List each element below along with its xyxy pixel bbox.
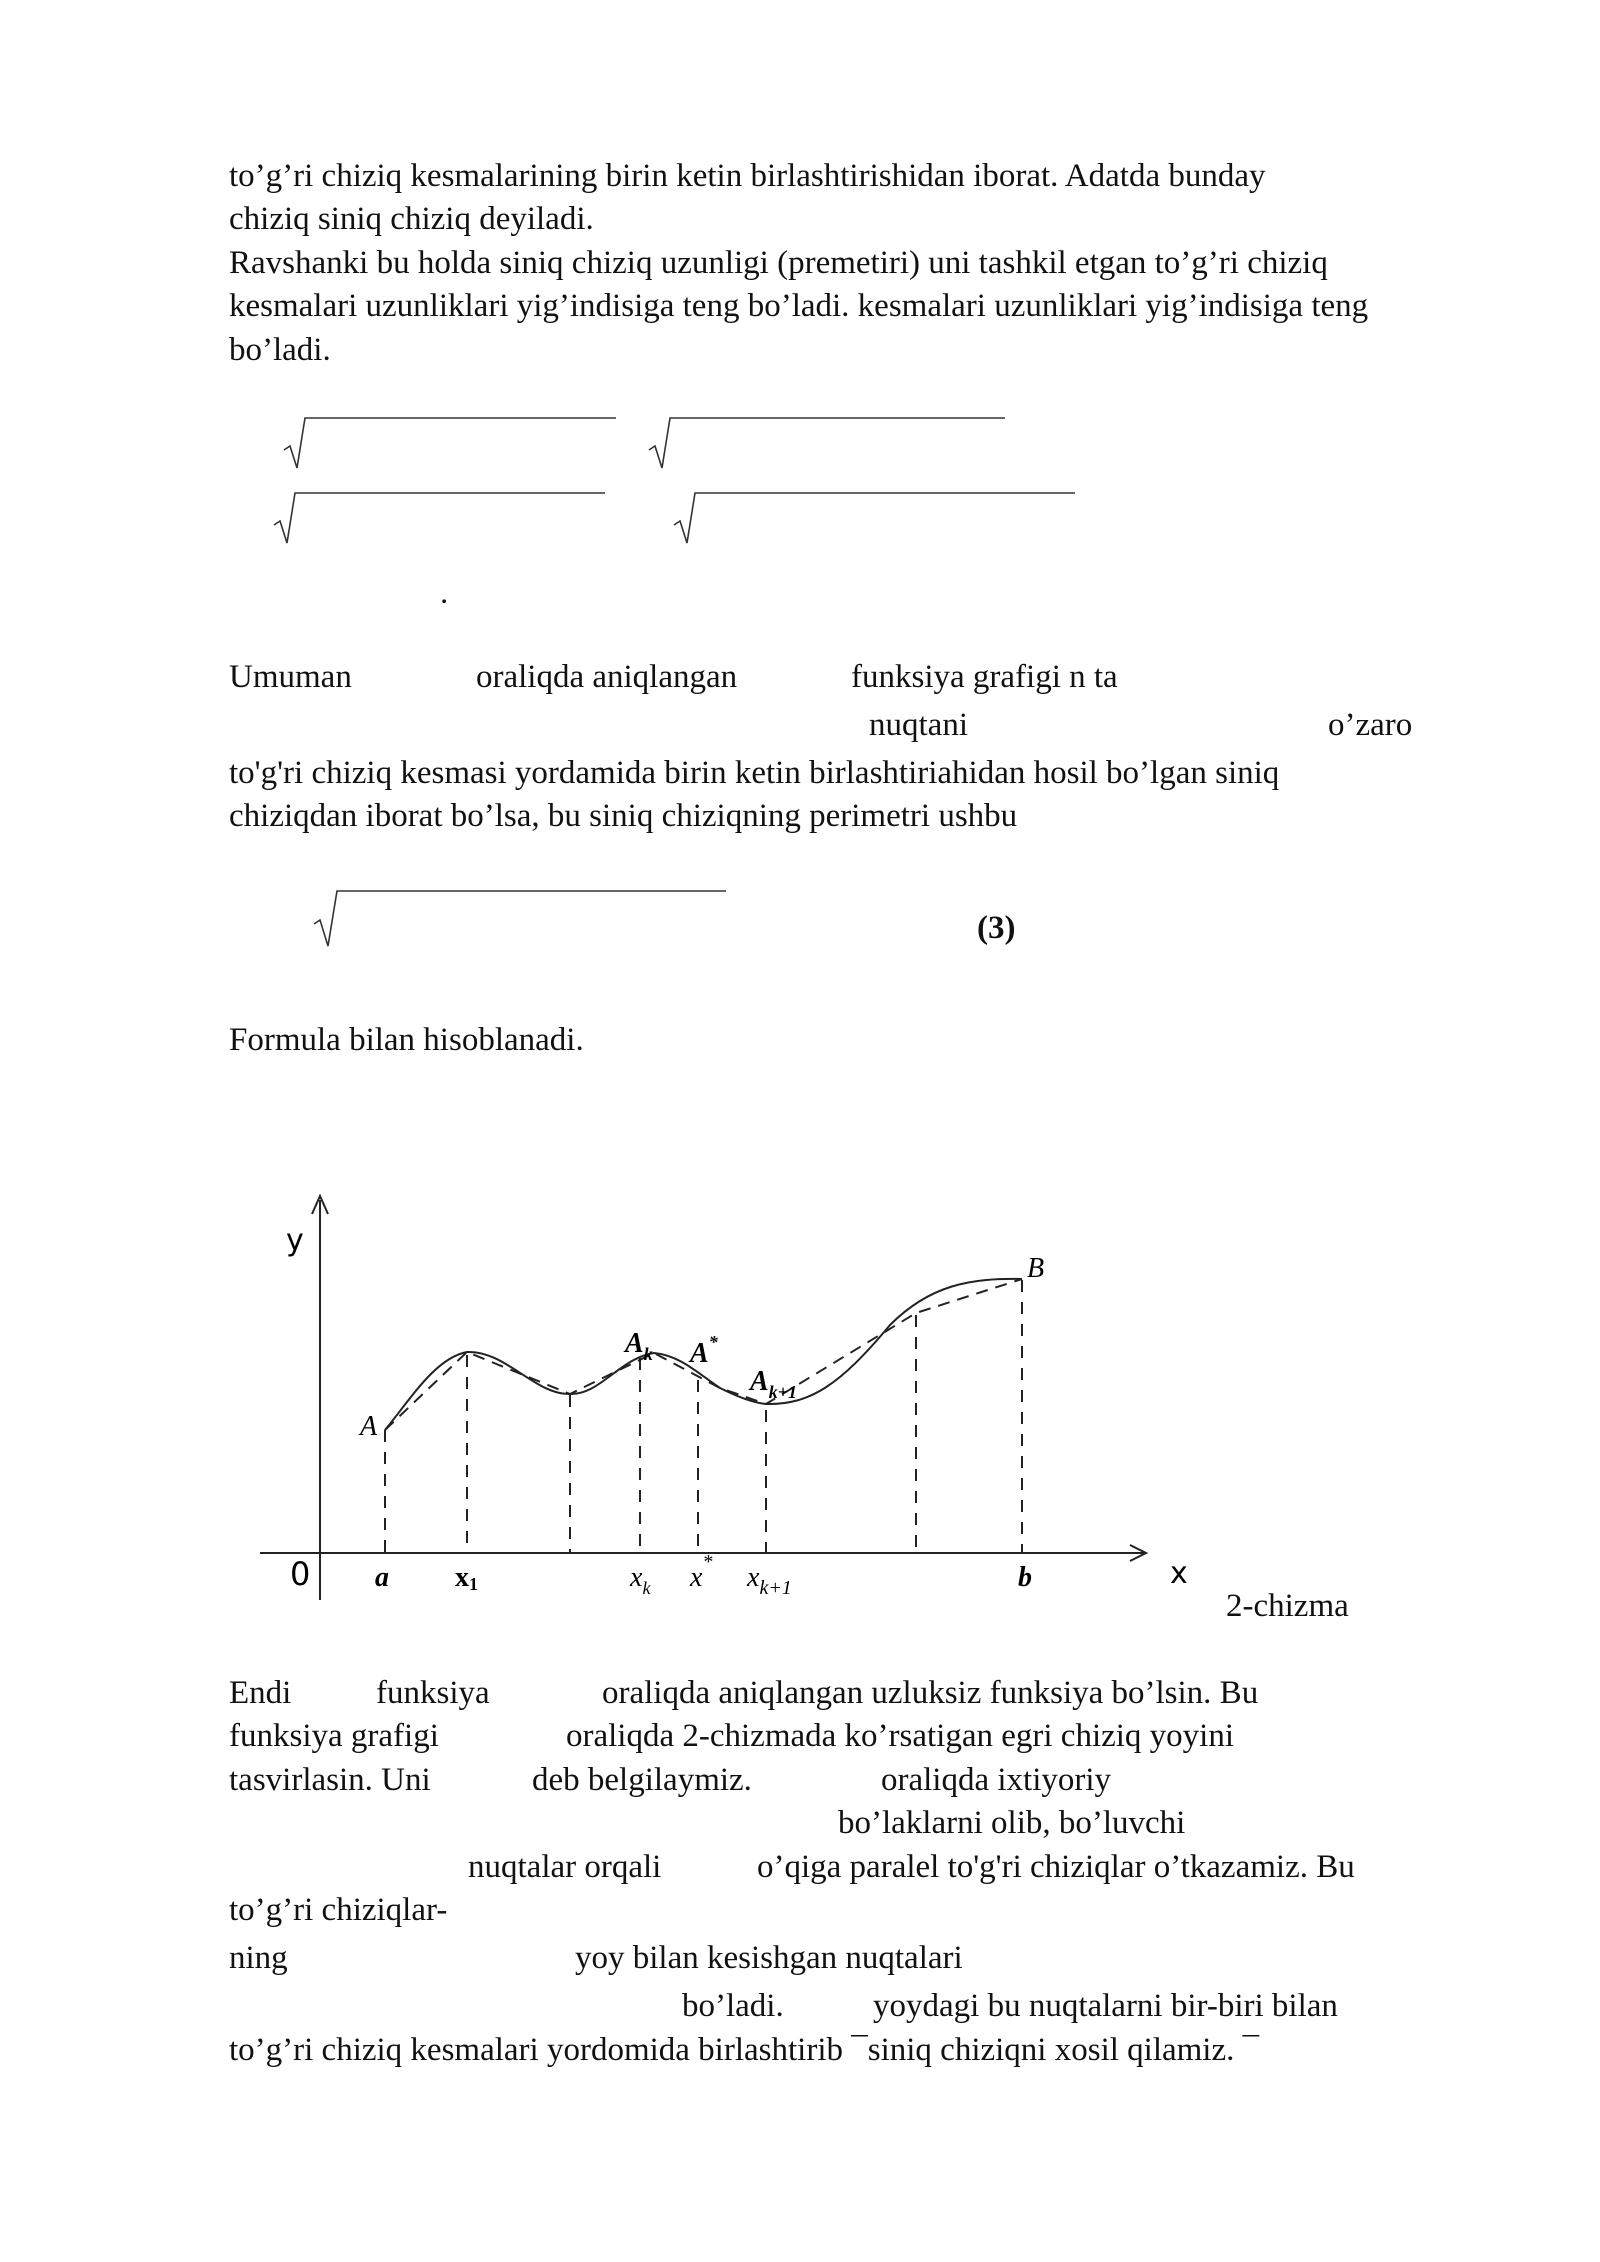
text-fragment: ning: [229, 1940, 288, 1976]
radical-sign: [270, 485, 610, 545]
text-line: Ravshanki bu holda siniq chiziq uzunligi (premetiri) uni tashkil etgan to’g’ri chiziq: [229, 245, 1328, 281]
text-line: Formula bilan hisoblanadi.: [229, 1022, 584, 1058]
tick-label-xk1: $x_{k+1}$: [747, 1562, 792, 1599]
text-line: kesmalari uzunliklari yig’indisiga teng bo’ladi. kesmalari uzunliklari yig’indisiga teng: [229, 288, 1369, 324]
text-line: bo’ladi.: [229, 332, 331, 368]
text-fragment: funksiya grafigi: [229, 1718, 439, 1754]
figure-caption: 2-chizma: [1226, 1588, 1349, 1624]
text-fragment: Endi: [229, 1675, 292, 1711]
text-fragment: Umuman: [229, 659, 352, 695]
text-line: chiziqdan iborat bo’lsa, bu siniq chiziqning perimetri ushbu: [229, 798, 1018, 834]
radical-sign: [645, 410, 1010, 470]
text-fragment: nuqtalar orqali: [468, 1849, 662, 1885]
tick-label-xk: $x_k$: [630, 1562, 651, 1598]
text-fragment: bo’laklarni olib, bo’luvchi: [838, 1805, 1186, 1841]
radical-sign: [310, 880, 730, 950]
division-lines: [385, 1280, 1022, 1553]
text-fragment: oraliqda ixtiyoriy: [881, 1762, 1112, 1798]
point-label-a: A: [360, 1411, 378, 1442]
text-line: to'g'ri chiziq kesmasi yordamida birin ketin birlashtiriahidan hosil bo’lgan siniq: [229, 755, 1280, 791]
origin-label: 0: [290, 1555, 311, 1593]
text-fragment: bo’ladi.: [682, 1988, 784, 2024]
y-axis-label: y: [286, 1223, 304, 1258]
text-fragment: deb belgilaymiz.: [532, 1762, 752, 1798]
text-fragment: o’zaro: [1328, 707, 1413, 743]
text-fragment: o’qiga paralel to'g'ri chiziqlar o’tkazamiz. Bu: [757, 1849, 1355, 1885]
tick-label-x1: x1: [455, 1562, 478, 1594]
formula-dot: .: [440, 575, 449, 611]
tick-label-xstar: x*: [690, 1551, 713, 1593]
text-fragment: to’g’ri chiziqlar-: [229, 1892, 448, 1928]
text-fragment: funksiya grafigi n ta: [851, 659, 1118, 695]
point-label-ak1: $A_{k+1}$: [750, 1366, 797, 1402]
text-line: to’g’ri chiziq kesmalari yordomida birlashtirib ¯siniq chiziqni xosil qilamiz. ¯: [229, 2032, 1260, 2068]
radical-sign: [670, 485, 1080, 545]
tick-label-b: b: [1018, 1562, 1032, 1593]
text-line: to’g’ri chiziq kesmalarining birin ketin birlashtirishidan iborat. Adatda bunday: [229, 158, 1266, 194]
radical-sign: [280, 410, 620, 470]
point-label-astar: A*: [690, 1332, 718, 1369]
equation-number: (3): [977, 910, 1016, 946]
text-line: chiziq siniq chiziq deyiladi.: [229, 201, 594, 237]
tick-label-a: a: [375, 1562, 389, 1593]
text-fragment: tasvirlasin. Uni: [229, 1762, 431, 1798]
text-fragment: oraliqda 2-chizmada ko’rsatigan egri chiziq yoyini: [566, 1718, 1235, 1754]
text-fragment: funksiya: [376, 1675, 490, 1711]
point-label-ak: $A_k$: [625, 1328, 653, 1364]
text-fragment: yoy bilan kesishgan nuqtalari: [575, 1940, 963, 1976]
text-fragment: oraliqda aniqlangan uzluksiz funksiya bo’lsin. Bu: [602, 1675, 1259, 1711]
text-fragment: yoydagi bu nuqtalarni bir-biri bilan: [873, 1988, 1338, 2024]
arc-length-figure: [250, 1190, 1210, 1620]
point-label-b: B: [1027, 1253, 1045, 1284]
x-axis-label: x: [1170, 1556, 1188, 1591]
text-fragment: nuqtani: [869, 707, 968, 743]
text-fragment: oraliqda aniqlangan: [476, 659, 738, 695]
